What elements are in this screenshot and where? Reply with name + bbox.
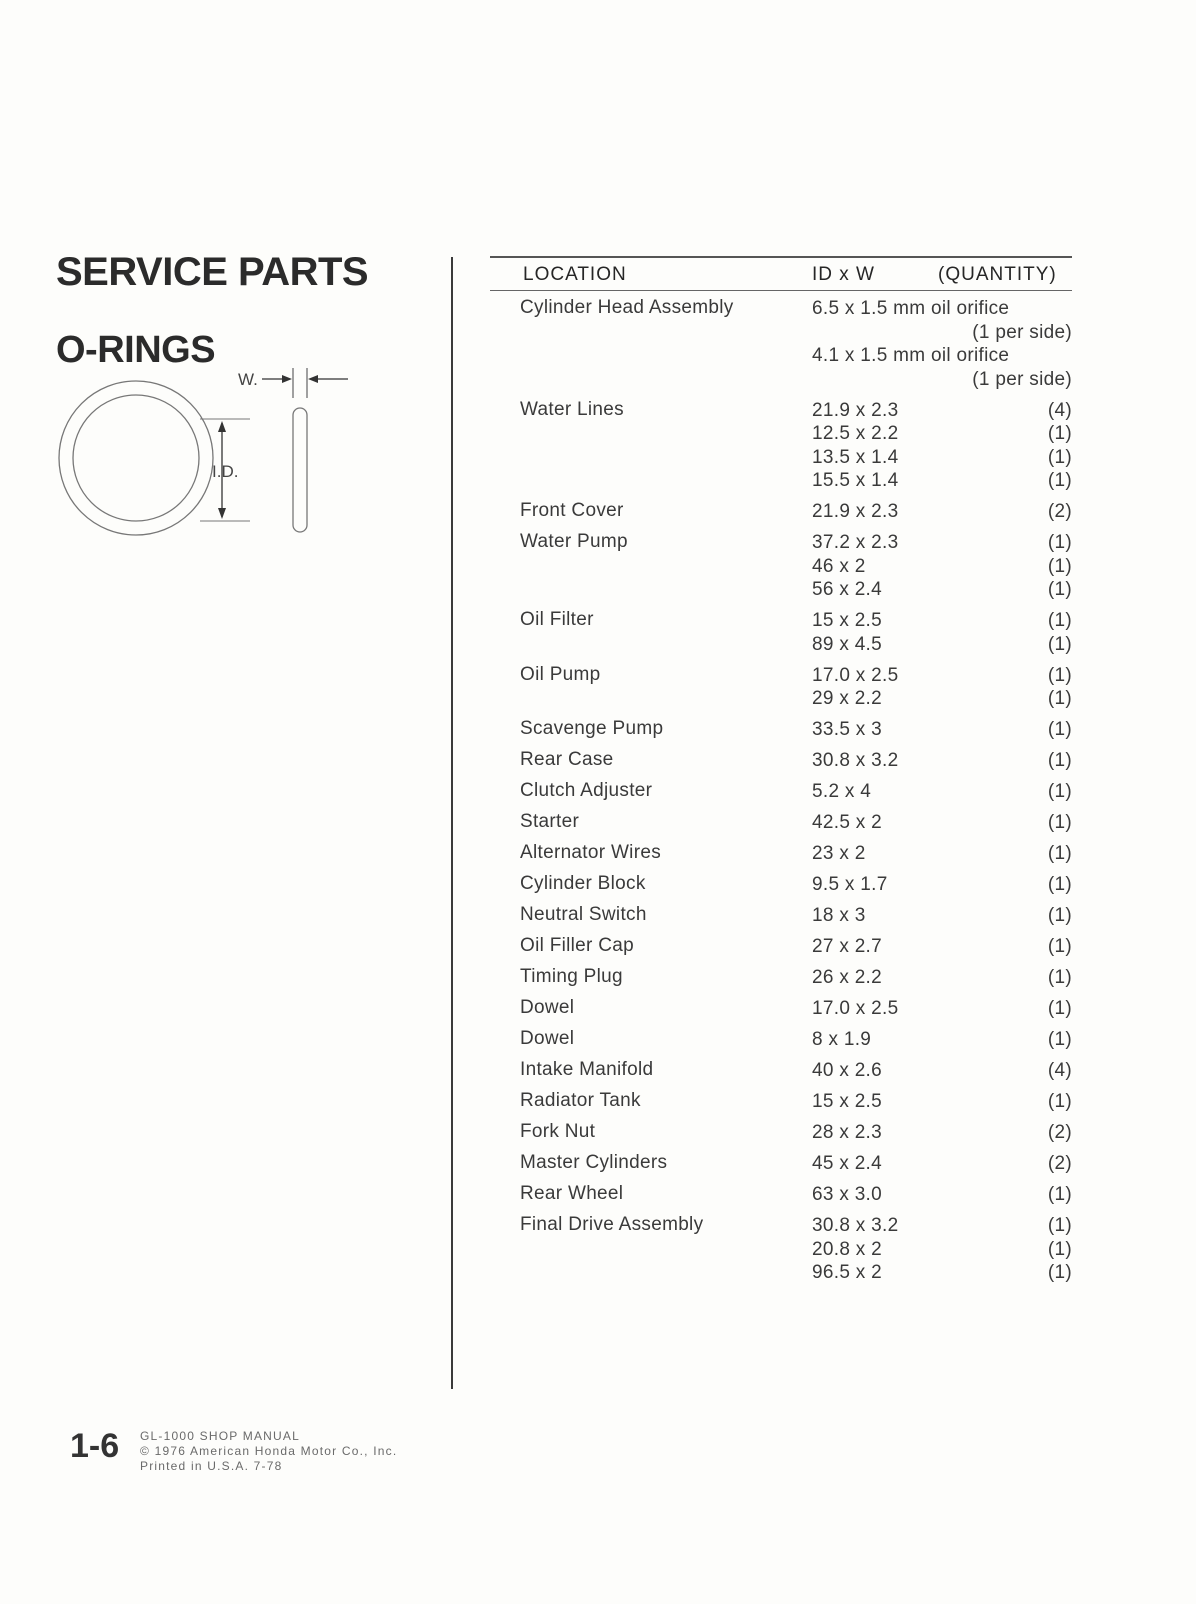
id-label: I.D.: [212, 462, 239, 481]
quantity-value: (1): [1047, 610, 1072, 631]
quantity-value: (2): [1047, 1153, 1072, 1174]
id-x-w-value: 12.5 x 2.2: [812, 423, 899, 444]
value-line: [812, 422, 1072, 446]
row-values: [812, 966, 1072, 990]
row-location: Fork Nut: [520, 1121, 596, 1142]
id-x-w-value: 5.2 x 4: [812, 781, 872, 802]
id-x-w-value: 30.8 x 3.2: [812, 750, 899, 771]
quantity-value: (1): [1047, 664, 1072, 686]
row-location: Radiator Tank: [520, 1090, 641, 1111]
row-location: Timing Plug: [520, 966, 623, 987]
row-location: Rear Case: [520, 749, 614, 770]
value-line: [812, 997, 1072, 1021]
id-x-w-value: 17.0 x 2.5: [812, 664, 899, 686]
row-values: [812, 1090, 1072, 1114]
table-row: [490, 500, 1074, 524]
footer-printed: Printed in U.S.A. 7-78: [140, 1459, 283, 1473]
row-values: [812, 1214, 1072, 1285]
row-location: Water Pump: [520, 531, 628, 552]
value-line: [812, 399, 1072, 423]
table-row: [490, 1152, 1074, 1176]
row-values: [812, 873, 1072, 897]
value-line: [812, 1183, 1072, 1207]
table-row: [490, 1090, 1074, 1114]
id-x-w-value: 30.8 x 3.2: [812, 1215, 899, 1236]
table-row: [490, 1028, 1074, 1052]
row-values: [812, 531, 1072, 602]
value-line: (1 per side): [972, 368, 1072, 390]
value-line: [812, 469, 1072, 493]
table-row: [490, 997, 1074, 1021]
o-ring-cross-section: [293, 408, 307, 532]
value-line: [812, 1238, 1072, 1262]
row-location: Master Cylinders: [520, 1152, 668, 1173]
quantity-value: (1): [1047, 998, 1072, 1019]
id-x-w-value: 63 x 3.0: [812, 1184, 883, 1205]
quantity-value: (1): [1047, 1238, 1072, 1260]
row-location: Starter: [520, 811, 580, 832]
quantity-value: (1): [1047, 688, 1072, 709]
o-ring-outer-edge: [59, 381, 213, 535]
id-x-w-value: 42.5 x 2: [812, 812, 883, 833]
quantity-value: (1): [1047, 446, 1072, 468]
quantity-value: (1): [1047, 905, 1072, 926]
quantity-value: (1): [1047, 812, 1072, 833]
quantity-value: (1): [1047, 1262, 1072, 1283]
row-location: Front Cover: [520, 500, 624, 521]
row-location: Oil Pump: [520, 663, 601, 685]
value-line: [812, 935, 1072, 959]
id-x-w-value: 40 x 2.6: [812, 1060, 883, 1081]
quantity-value: (2): [1047, 1122, 1072, 1143]
value-line: [812, 1214, 1072, 1238]
id-x-w-value: 28 x 2.3: [812, 1122, 883, 1143]
table-header-rule: [490, 290, 1072, 291]
id-x-w-value: 20.8 x 2: [812, 1238, 883, 1260]
id-x-w-value: 21.9 x 2.3: [812, 399, 899, 421]
table-row: [490, 297, 1074, 391]
footer-manual-title: GL-1000 SHOP MANUAL: [140, 1429, 300, 1443]
row-values: [812, 1028, 1072, 1052]
header-id-w: ID x W: [812, 264, 875, 285]
row-values: [812, 609, 1072, 656]
row-values: [812, 297, 1072, 391]
quantity-value: (1): [1047, 633, 1072, 655]
table-row: [490, 749, 1074, 773]
value-line: [812, 718, 1072, 742]
table-row: [490, 1059, 1074, 1083]
table-row: [490, 531, 1074, 602]
value-line: [812, 297, 1072, 321]
value-line: [812, 609, 1072, 633]
id-x-w-value: 9.5 x 1.7: [812, 874, 888, 895]
value-line: [812, 873, 1072, 897]
id-x-w-value: 37.2 x 2.3: [812, 532, 899, 553]
value-line: [812, 446, 1072, 470]
id-x-w-value: 29 x 2.2: [812, 688, 883, 709]
table-row: [490, 718, 1074, 742]
quantity-value: (1): [1047, 579, 1072, 600]
id-x-w-value: 33.5 x 3: [812, 719, 883, 740]
row-values: [812, 997, 1072, 1021]
row-location: Final Drive Assembly: [520, 1214, 704, 1235]
footer-copyright: © 1976 American Honda Motor Co., Inc.: [140, 1444, 398, 1458]
quantity-value: (4): [1047, 399, 1072, 421]
o-ring-table: [490, 297, 1074, 1292]
value-line: [812, 1152, 1072, 1176]
value-line: [812, 1059, 1072, 1083]
value-line: (1 per side): [972, 321, 1072, 343]
value-line: [812, 344, 1072, 368]
id-x-w-value: 26 x 2.2: [812, 967, 883, 988]
id-x-w-value: 23 x 2: [812, 843, 866, 864]
row-values: [812, 811, 1072, 835]
column-divider: [451, 257, 453, 1389]
quantity-value: (2): [1047, 501, 1072, 522]
id-x-w-value: 46 x 2: [812, 555, 866, 577]
table-row: [490, 1214, 1074, 1285]
id-x-w-value: 8 x 1.9: [812, 1029, 872, 1050]
id-x-w-value: 6.5 x 1.5 mm oil orifice: [812, 298, 1010, 319]
id-x-w-value: 89 x 4.5: [812, 633, 883, 655]
id-x-w-value: 18 x 3: [812, 905, 866, 926]
id-x-w-value: 15.5 x 1.4: [812, 470, 899, 491]
id-arrow-down: [218, 508, 226, 519]
table-top-rule: [490, 256, 1072, 258]
quantity-value: (1): [1047, 967, 1072, 988]
value-line: [812, 1028, 1072, 1052]
row-values: [812, 1152, 1072, 1176]
quantity-value: (1): [1047, 843, 1072, 864]
value-line: [812, 811, 1072, 835]
table-row: [490, 1121, 1074, 1145]
quantity-value: (1): [1047, 750, 1072, 771]
quantity-value: (1): [1047, 555, 1072, 577]
table-row: [490, 904, 1074, 928]
page-number: 1-6: [70, 1427, 120, 1465]
table-row: [490, 966, 1074, 990]
id-x-w-value: 15 x 2.5: [812, 610, 883, 631]
value-line: [812, 842, 1072, 866]
id-x-w-value: 17.0 x 2.5: [812, 998, 899, 1019]
width-label: W.: [238, 370, 258, 389]
table-row: [490, 811, 1074, 835]
quantity-value: (1): [1047, 874, 1072, 895]
row-location: Rear Wheel: [520, 1183, 624, 1204]
row-location: Cylinder Head Assembly: [520, 297, 734, 318]
quantity-value: (1): [1047, 1184, 1072, 1205]
row-values: [812, 935, 1072, 959]
row-values: [812, 500, 1072, 524]
value-line: [812, 555, 1072, 579]
value-line: [812, 749, 1072, 773]
row-values: [812, 1059, 1072, 1083]
id-x-w-value: 21.9 x 2.3: [812, 501, 899, 522]
row-values: [812, 1183, 1072, 1207]
quantity-value: (1): [1047, 781, 1072, 802]
row-location: Oil Filler Cap: [520, 935, 634, 956]
quantity-value: (1): [1047, 1091, 1072, 1112]
subsection-title: O-RINGS: [56, 329, 216, 371]
row-location: Dowel: [520, 1028, 575, 1049]
row-location: Oil Filter: [520, 609, 594, 630]
row-location: Intake Manifold: [520, 1059, 654, 1080]
id-x-w-value: 45 x 2.4: [812, 1153, 883, 1174]
table-row: [490, 842, 1074, 866]
row-values: [812, 664, 1072, 711]
id-x-w-value: 56 x 2.4: [812, 579, 883, 600]
quantity-value: (1): [1047, 1029, 1072, 1050]
header-location: LOCATION: [523, 264, 627, 285]
id-x-w-value: 27 x 2.7: [812, 936, 883, 957]
quantity-value: (1): [1047, 719, 1072, 740]
row-values: [812, 842, 1072, 866]
w-arrow-left-head: [282, 375, 292, 383]
value-line: [812, 578, 1072, 602]
quantity-value: (1): [1047, 1215, 1072, 1236]
row-values: [812, 780, 1072, 804]
value-line: [812, 966, 1072, 990]
row-location: Dowel: [520, 997, 575, 1018]
row-values: [812, 749, 1072, 773]
o-ring-diagram: [50, 362, 380, 562]
table-row: [490, 664, 1074, 711]
quantity-value: (1): [1047, 470, 1072, 491]
value-line: [812, 531, 1072, 555]
id-x-w-value: 15 x 2.5: [812, 1091, 883, 1112]
row-location: Cylinder Block: [520, 873, 646, 894]
table-row: [490, 609, 1074, 656]
row-values: [812, 718, 1072, 742]
quantity-value: (1): [1047, 532, 1072, 553]
quantity-value: (4): [1047, 1060, 1072, 1081]
header-quantity: (QUANTITY): [938, 264, 1057, 285]
id-arrow-up: [218, 421, 226, 432]
value-line: [812, 633, 1072, 657]
id-x-w-value: 13.5 x 1.4: [812, 446, 899, 468]
value-line: [812, 904, 1072, 928]
quantity-value: (1): [1047, 936, 1072, 957]
table-row: [490, 780, 1074, 804]
value-line: [812, 1121, 1072, 1145]
row-location: Neutral Switch: [520, 904, 647, 925]
row-values: [812, 904, 1072, 928]
value-line: [812, 664, 1072, 688]
row-values: [812, 1121, 1072, 1145]
value-line: [812, 780, 1072, 804]
table-row: [490, 1183, 1074, 1207]
table-row: [490, 935, 1074, 959]
table-row: [490, 873, 1074, 897]
value-line: [812, 687, 1072, 711]
w-arrow-right-head: [308, 375, 318, 383]
value-line: [812, 500, 1072, 524]
id-x-w-value: 96.5 x 2: [812, 1262, 883, 1283]
row-location: Water Lines: [520, 398, 624, 420]
o-ring-inner-edge: [73, 395, 199, 521]
row-location: Clutch Adjuster: [520, 780, 653, 801]
row-location: Scavenge Pump: [520, 718, 664, 739]
value-line: [812, 1261, 1072, 1285]
value-line: [812, 1090, 1072, 1114]
id-x-w-value: 4.1 x 1.5 mm oil orifice: [812, 345, 1010, 366]
quantity-value: (1): [1047, 423, 1072, 444]
table-row: [490, 399, 1074, 493]
row-values: [812, 399, 1072, 493]
section-title: SERVICE PARTS: [56, 250, 369, 294]
row-location: Alternator Wires: [520, 842, 662, 863]
